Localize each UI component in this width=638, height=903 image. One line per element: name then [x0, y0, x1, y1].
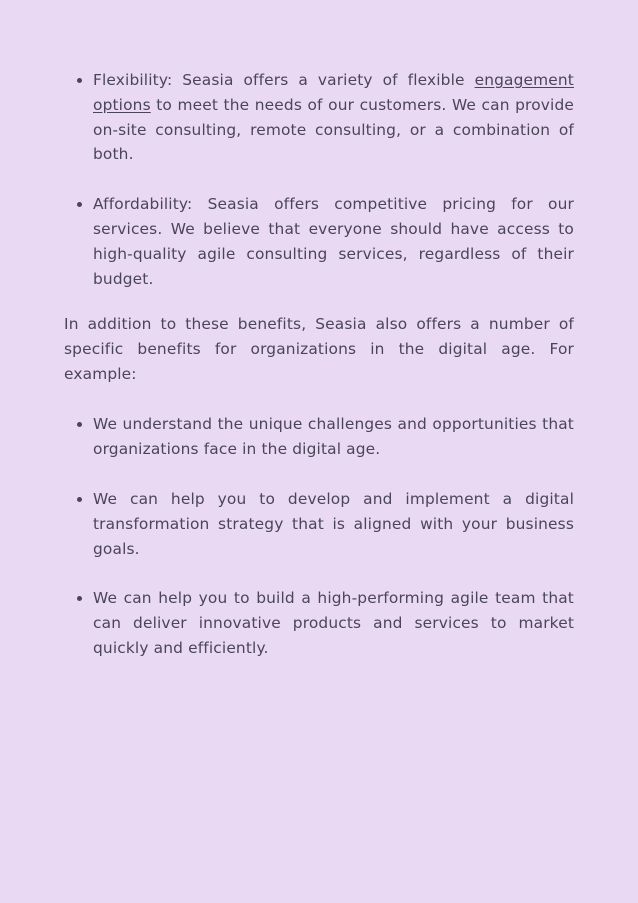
- list-item-text: Flexibility: Seasia offers a variety of flexible: [93, 71, 475, 89]
- intro-paragraph: In addition to these benefits, Seasia also offers a number of specific benefits for organizations in the digital age. For example:: [64, 315, 574, 384]
- list-item-text: We can help you to develop and implement a digital transformation strategy that is aligned with your business goals.: [93, 489, 574, 558]
- list-item-flexibility: [64, 68, 574, 167]
- list-item: [64, 487, 574, 561]
- list-item-text: Affordability: Seasia offers competitive pricing for our services. We believe that everyone should have access to high-quality agile consulting services, regardless of their budget.: [93, 195, 574, 288]
- benefits-list: [64, 68, 574, 291]
- list-item: [64, 412, 574, 462]
- list-item: [64, 586, 574, 660]
- list-item-text: We can help you to build a high-performing agile team that can deliver innovative products and services to market quickly and efficiently.: [93, 589, 574, 657]
- list-item-affordability: [64, 192, 574, 291]
- bullet-icon: [77, 202, 82, 207]
- list-item-text: We understand the unique challenges and opportunities that organizations face in the digital age.: [93, 415, 574, 459]
- bullet-icon: [77, 596, 82, 601]
- engagement-options-link[interactable]: engagement options: [93, 71, 574, 114]
- bullet-icon: [77, 497, 82, 502]
- bullet-icon: [77, 422, 82, 427]
- digital-age-benefits-list: [64, 412, 574, 660]
- list-item-text: to meet the needs of our customers. We can provide on-site consulting, remote consulting, or a combination of both.: [93, 95, 574, 164]
- bullet-icon: [77, 78, 82, 83]
